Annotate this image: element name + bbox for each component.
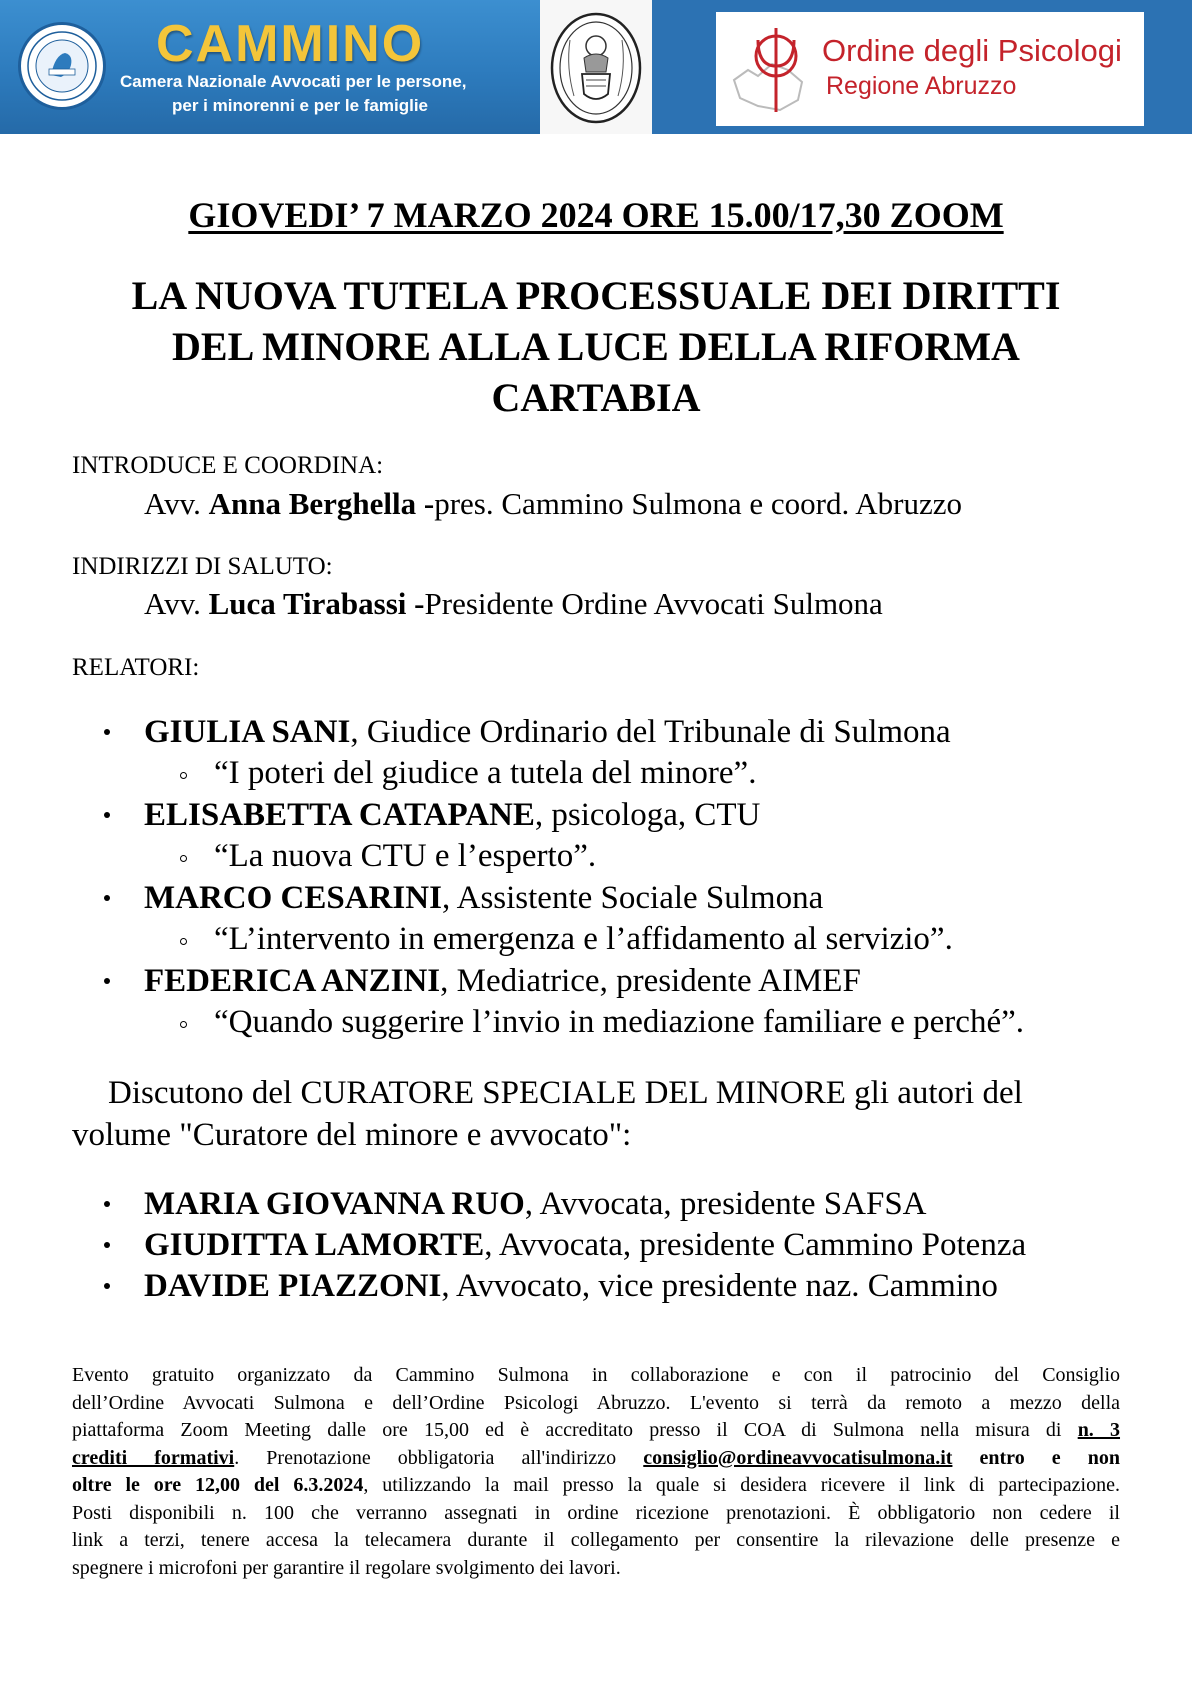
bullet-icon — [104, 978, 110, 984]
speaker-topic — [0, 919, 1192, 961]
event-title — [60, 270, 1132, 423]
speaker-role: , psicologa, CTU — [534, 797, 761, 833]
cammino-title: CAMMINO — [156, 15, 425, 73]
cammino-subtitle-line1: Camera Nazionale Avvocati per le persone, — [120, 72, 467, 91]
author-role: , Avvocata, presidente Cammino Potenza — [484, 1227, 1027, 1263]
speaker-item — [0, 795, 1192, 837]
deadline-date: oltre le ore 12,00 del 6.3.2024 — [72, 1474, 364, 1496]
ordine-title: Ordine degli Psicologi — [822, 33, 1122, 68]
speakers-label: RELATORI: — [72, 654, 200, 681]
speaker-topic — [0, 753, 1192, 795]
bullet-icon — [104, 1242, 110, 1248]
header-banner — [0, 0, 1192, 134]
greetings-label: INDIRIZZI DI SALUTO: — [72, 553, 333, 580]
speaker-role: , Assistente Sociale Sulmona — [441, 880, 824, 916]
event-details-note — [72, 1362, 1120, 1582]
author-name: MARIA GIOVANNA RUO — [144, 1186, 525, 1222]
author-item — [0, 1225, 1192, 1267]
note-line — [72, 1417, 1120, 1445]
author-item — [0, 1266, 1192, 1308]
intro-name: Anna Berghella - — [208, 486, 435, 521]
speaker-name: MARCO CESARINI — [144, 880, 442, 916]
event-title-line1: LA NUOVA TUTELA PROCESSUALE DEI DIRITTI — [131, 273, 1061, 318]
bullet-icon — [104, 895, 110, 901]
cammino-banner — [0, 0, 540, 134]
note-line: spegnere i microfoni per garantire il regolare svolgimento dei lavori. — [72, 1556, 621, 1579]
note-text: . Prenotazione obbligatoria all'indirizzo — [234, 1446, 644, 1469]
speaker-item — [0, 712, 1192, 754]
seal-panel — [540, 0, 652, 134]
credits-count: n. 3 — [1077, 1419, 1121, 1441]
note-line: Evento gratuito organizzato da Cammino Sulmona in collaborazione e con il patrocinio del Consiglio — [72, 1364, 1120, 1386]
note-line: dell’Ordine Avvocati Sulmona e dell’Ordine Psicologi Abruzzo. L'evento si terrà da remoto a mezzo della — [72, 1391, 1120, 1414]
note-line: Posti disponibili n. 100 che verranno assegnati in ordine ricezione prenotazioni. È obbligatorio non cedere il — [72, 1501, 1120, 1524]
bullet-icon — [104, 729, 110, 735]
author-role: , Avvocato, vice presidente naz. Cammino — [441, 1268, 998, 1304]
speaker-topic-text: “I poteri del giudice a tutela del minore”. — [214, 755, 757, 791]
discussion-paragraph — [72, 1072, 1122, 1156]
event-title-line2: DEL MINORE ALLA LUCE DELLA RIFORMA — [172, 324, 1020, 369]
speaker-name: ELISABETTA CATAPANE — [144, 797, 535, 833]
speaker-name: GIULIA SANI — [144, 714, 351, 750]
speaker-role: , Mediatrice, presidente AIMEF — [440, 963, 861, 999]
discussion-line1: Discutono del CURATORE SPECIALE DEL MINORE gli autori del — [108, 1075, 1023, 1111]
ordine-logo-box — [716, 12, 1144, 126]
intro-label: INTRODUCE E COORDINA: — [72, 452, 384, 479]
ordine-region: Regione Abruzzo — [826, 72, 1017, 100]
note-line: link a terzi, tenere accesa la telecamera durante il collegamento per consentire la rilevazione delle presenze e — [72, 1529, 1120, 1551]
note-text: piattaforma Zoom Meeting dalle ore 15,00 ed è accreditato presso il COA di Sulmona nella misura di — [72, 1419, 1078, 1441]
note-line — [72, 1445, 1120, 1473]
discussion-line2: volume "Curatore del minore e avvocato": — [72, 1117, 632, 1153]
bullet-icon — [104, 1201, 110, 1207]
author-name: GIUDITTA LAMORTE — [144, 1227, 485, 1263]
author-name: DAVIDE PIAZZONI — [144, 1268, 442, 1304]
greetings-person — [144, 586, 883, 622]
note-text: , utilizzando la mail presso la quale si desidera ricevere il link di partecipazione. — [363, 1474, 1120, 1496]
circle-bullet-icon — [180, 938, 187, 945]
note-line — [72, 1472, 1120, 1500]
speaker-name: FEDERICA ANZINI — [144, 963, 441, 999]
coat-of-arms-seal-icon — [548, 10, 644, 126]
intro-prefix: Avv. — [144, 486, 209, 521]
intro-person — [144, 486, 962, 522]
speaker-role: , Giudice Ordinario del Tribunale di Sulmona — [350, 714, 951, 750]
speaker-topic-text: “L’intervento in emergenza e l’affidamento al servizio”. — [214, 921, 953, 957]
greetings-name: Luca Tirabassi - — [208, 586, 425, 621]
speaker-item — [0, 961, 1192, 1003]
author-role: , Avvocata, presidente SAFSA — [524, 1186, 927, 1222]
speaker-topic — [0, 836, 1192, 878]
circle-bullet-icon — [180, 855, 187, 862]
speaker-topic — [0, 1002, 1192, 1044]
registration-email-link[interactable]: consiglio@ordineavvocatisulmona.it — [643, 1446, 953, 1469]
cammino-subtitle-line2: per i minorenni e per le famiglie — [172, 96, 429, 115]
bullet-icon — [104, 812, 110, 818]
ordine-psicologi-logo-icon — [728, 20, 824, 120]
circle-bullet-icon — [180, 772, 187, 779]
event-date-text: GIOVEDI’ 7 MARZO 2024 ORE 15.00/17,30 ZOOM — [188, 195, 1004, 235]
greetings-role: Presidente Ordine Avvocati Sulmona — [424, 586, 883, 621]
credits-label: crediti formativi — [72, 1446, 235, 1469]
intro-role: pres. Cammino Sulmona e coord. Abruzzo — [434, 486, 962, 521]
cammino-logo-icon — [18, 22, 106, 110]
event-title-line3: CARTABIA — [491, 375, 701, 420]
greetings-prefix: Avv. — [144, 586, 209, 621]
circle-bullet-icon — [180, 1021, 187, 1028]
bullet-icon — [104, 1283, 110, 1289]
speaker-topic-text: “Quando suggerire l’invio in mediazione familiare e perché”. — [214, 1004, 1024, 1040]
deadline-text: entro e non — [952, 1446, 1120, 1469]
author-item — [0, 1184, 1192, 1226]
event-date-line — [0, 194, 1192, 236]
speaker-topic-text: “La nuova CTU e l’esperto”. — [214, 838, 597, 874]
speaker-item — [0, 878, 1192, 920]
